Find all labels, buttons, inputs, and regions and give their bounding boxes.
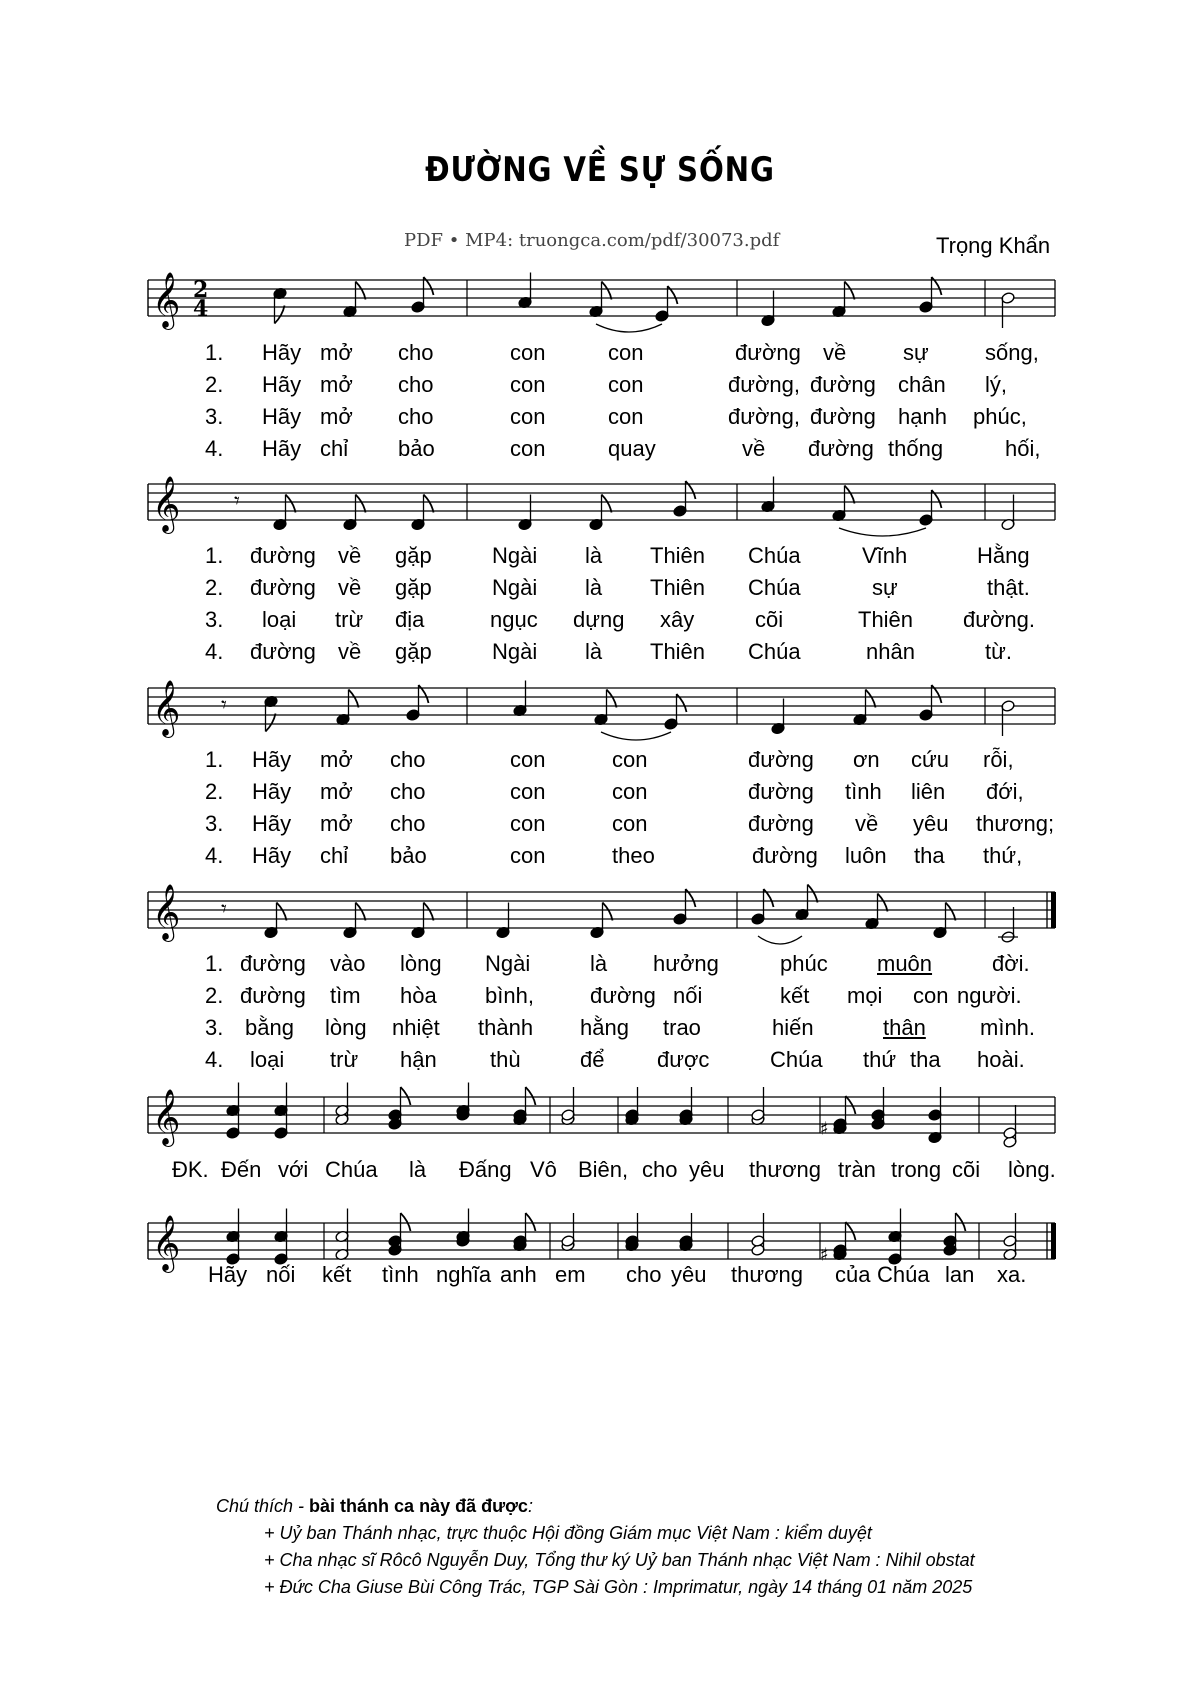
note-flag xyxy=(846,1222,856,1240)
refrain-word: Hãy xyxy=(208,1262,248,1287)
sharp-sign: ♯ xyxy=(820,1118,829,1140)
lyric-word: cho xyxy=(398,340,434,365)
lyric-word: đường xyxy=(748,747,814,772)
lyric-word: Hãy xyxy=(252,843,292,868)
lyric-word: 2. xyxy=(205,575,224,600)
time-signature-top: 2 xyxy=(193,277,209,303)
final-barline xyxy=(1051,1223,1056,1259)
lyric-word: Hãy xyxy=(262,436,302,461)
lyric-word: cho xyxy=(390,779,426,804)
lyric-word: con xyxy=(510,811,546,836)
lyric-word: con xyxy=(612,811,648,836)
lyric-word: đường xyxy=(810,372,876,397)
lyric-word: từ. xyxy=(985,639,1012,664)
lyric-word: 1. xyxy=(205,340,224,365)
refrain-word: của xyxy=(835,1262,871,1287)
slur xyxy=(601,732,671,740)
lyric-word: con xyxy=(510,779,546,804)
lyric-word: loại xyxy=(262,607,297,632)
lyric-word: thù xyxy=(490,1047,521,1072)
lyric-word: Ngài xyxy=(485,951,531,976)
lyric-word: mở xyxy=(320,747,353,772)
refrain-word: Đấng xyxy=(459,1157,512,1182)
note-flag xyxy=(266,714,276,732)
lyric-word: phúc, xyxy=(973,404,1027,429)
lyric-word: 3. xyxy=(205,1015,224,1040)
sharp-sign: ♯ xyxy=(820,1244,829,1266)
lyric-word: phúc xyxy=(780,951,828,976)
lyric-word: đường, xyxy=(728,404,800,429)
refrain-word: Biên, xyxy=(578,1157,629,1182)
lyric-word: mọi xyxy=(847,983,883,1008)
lyric-word: 4. xyxy=(205,843,224,868)
lyric-word: yêu xyxy=(913,811,949,836)
lyric-word: gặp xyxy=(395,639,432,664)
lyric-word: về xyxy=(338,543,362,568)
note-flag xyxy=(845,282,855,300)
composer-name: Trọng Khẩn xyxy=(936,233,1051,258)
lyric-word: về xyxy=(855,811,879,836)
lyric-word: 4. xyxy=(205,436,224,461)
lyric-word: đường xyxy=(250,639,316,664)
note-flag xyxy=(275,306,285,324)
refrain-word: nối xyxy=(266,1262,296,1287)
lyric-word: cõi xyxy=(755,607,784,632)
lyric-word: liên xyxy=(911,779,946,804)
note-flag xyxy=(603,903,613,921)
eighth-rest: 𝄾 xyxy=(234,489,240,514)
lyric-word: quay xyxy=(608,436,656,461)
lyric-word: gặp xyxy=(395,543,432,568)
refrain-word: yêu xyxy=(689,1157,725,1182)
lyric-word: bình, xyxy=(485,983,534,1008)
lyric-word: Chúa xyxy=(748,575,801,600)
lyric-word: sự xyxy=(872,575,898,600)
lyric-word: ơn xyxy=(853,747,880,772)
lyric-word: là xyxy=(585,639,603,664)
note-flag xyxy=(846,1096,856,1114)
lyric-word: đời. xyxy=(992,951,1030,976)
lyric-word: Hãy xyxy=(262,404,302,429)
lyric-word: đường xyxy=(240,983,306,1008)
refrain-word: cho xyxy=(642,1157,678,1182)
refrain-word: cõi xyxy=(952,1157,981,1182)
lyric-word: chỉ xyxy=(320,843,349,868)
refrain-word: trong xyxy=(891,1157,942,1182)
refrain-word: nghĩa xyxy=(436,1262,492,1287)
lyric-word: Ngài xyxy=(492,575,538,600)
treble-clef: 𝄞 xyxy=(152,680,181,736)
refrain-word: Đến xyxy=(221,1157,262,1182)
note-flag xyxy=(424,903,434,921)
lyric-word: đường xyxy=(808,436,874,461)
lyric-word: con xyxy=(608,340,644,365)
lyric-word: xây xyxy=(660,607,695,632)
lyric-word: Hãy xyxy=(252,747,292,772)
treble-clef: 𝄞 xyxy=(152,476,181,532)
footnote-line: + Đức Cha Giuse Bùi Công Trác, TGP Sài Gòn : Imprimatur, ngày 14 tháng 01 năm 2025 xyxy=(264,1577,973,1597)
lyric-word: Thiên xyxy=(650,575,706,600)
lyric-word: bảo xyxy=(398,436,435,461)
lyric-word: tìm xyxy=(330,983,361,1008)
lyric-word: cho xyxy=(390,747,426,772)
lyric-word: sống, xyxy=(985,340,1039,365)
lyric-word: con xyxy=(510,372,546,397)
lyric-word: cho xyxy=(398,372,434,397)
lyric-word: đường xyxy=(590,983,656,1008)
note-flag xyxy=(607,690,617,708)
lyric-word: Hằng xyxy=(977,543,1030,568)
refrain-word: xa. xyxy=(997,1262,1027,1287)
lyric-word: đường xyxy=(250,575,316,600)
lyric-word: hòa xyxy=(400,983,437,1008)
lyric-word: hưởng xyxy=(653,951,719,976)
lyric-word: về xyxy=(742,436,766,461)
lyric-word: sự xyxy=(903,340,929,365)
lyric-word: con xyxy=(612,779,648,804)
lyric-word: 4. xyxy=(205,1047,224,1072)
treble-clef: 𝄞 xyxy=(152,1089,181,1145)
lyric-word: thống xyxy=(888,436,944,461)
note-flag xyxy=(526,1087,536,1105)
refrain-word: là xyxy=(409,1157,427,1182)
refrain-word: Chúa xyxy=(325,1157,378,1182)
lyric-word: địa xyxy=(395,607,425,632)
lyric-word: luôn xyxy=(845,843,887,868)
treble-clef: 𝄞 xyxy=(152,884,181,940)
lyric-word: nhiệt xyxy=(392,1015,440,1040)
lyric-word: Ngài xyxy=(492,639,538,664)
lyric-word: hận xyxy=(400,1047,437,1072)
lyric-word: con xyxy=(510,436,546,461)
lyric-word: đường xyxy=(735,340,801,365)
note-flag xyxy=(526,1213,536,1231)
lyric-word: Hãy xyxy=(252,811,292,836)
lyric-word: con xyxy=(913,983,949,1008)
lyric-word: 2. xyxy=(205,983,224,1008)
slur xyxy=(596,324,662,332)
lyric-word: con xyxy=(510,340,546,365)
note-flag xyxy=(401,1213,411,1231)
song-title: ĐƯỜNG VỀ SỰ SỐNG xyxy=(425,150,775,190)
lyric-word: mình. xyxy=(980,1015,1036,1040)
lyric-word: lòng xyxy=(400,951,442,976)
lyric-word: đường xyxy=(240,951,306,976)
lyric-word: Chúa xyxy=(748,639,801,664)
lyric-word: đường xyxy=(748,811,814,836)
lyric-word: được xyxy=(657,1047,710,1072)
lyric-word: tha xyxy=(910,1047,941,1072)
lyric-word: trao xyxy=(663,1015,701,1040)
footnote-lead-bold: bài thánh ca này đã được xyxy=(309,1496,528,1516)
lyric-word: đới, xyxy=(986,779,1024,804)
note-flag xyxy=(602,495,612,513)
final-barline xyxy=(1051,892,1056,928)
lyric-word: con xyxy=(510,843,546,868)
note-flag xyxy=(277,903,287,921)
lyric-word: bằng xyxy=(245,1015,294,1040)
note-flag xyxy=(356,282,366,300)
lyric-word: cứu xyxy=(911,747,949,772)
time-signature-bottom: 4 xyxy=(193,296,209,322)
note-flag xyxy=(808,885,818,903)
lyric-word: đường, xyxy=(728,372,800,397)
lyric-word: trừ xyxy=(330,1047,359,1072)
refrain-word: tình xyxy=(382,1262,419,1287)
lyric-word: nhân xyxy=(866,639,915,664)
lyric-word: lòng xyxy=(325,1015,367,1040)
lyric-word: 1. xyxy=(205,543,224,568)
lyric-word: hạnh xyxy=(898,404,947,429)
lyric-word: 4. xyxy=(205,639,224,664)
lyric-word: con xyxy=(510,404,546,429)
lyric-word: 2. xyxy=(205,779,224,804)
lyric-word: là xyxy=(585,575,603,600)
lyric-word: hối, xyxy=(1005,436,1041,461)
note-flag xyxy=(356,495,366,513)
note-flag xyxy=(866,690,876,708)
lyric-word: Thiên xyxy=(650,543,706,568)
lyric-word: lý, xyxy=(985,372,1007,397)
lyric-word: Thiên xyxy=(858,607,914,632)
refrain-word: em xyxy=(555,1262,586,1287)
lyric-word: mở xyxy=(320,404,353,429)
lyric-word: chỉ xyxy=(320,436,349,461)
lyric-word: 3. xyxy=(205,404,224,429)
lyric-word: mở xyxy=(320,811,353,836)
refrain-word: Vô xyxy=(530,1157,557,1182)
footnote-lead-end: : xyxy=(527,1496,533,1516)
lyric-word: mở xyxy=(320,372,353,397)
treble-clef: 𝄞 xyxy=(152,272,181,328)
lyric-word: đường xyxy=(752,843,818,868)
refrain-word: ĐK. xyxy=(172,1157,209,1182)
lyric-word: kết xyxy=(780,983,810,1008)
lyric-word: người. xyxy=(957,983,1022,1008)
lyric-word: Hãy xyxy=(262,372,302,397)
lyric-word: thật. xyxy=(987,575,1030,600)
note-flag xyxy=(845,486,855,504)
lyric-word: Hãy xyxy=(252,779,292,804)
lyric-word: chân xyxy=(898,372,946,397)
refrain-word: lan xyxy=(945,1262,975,1287)
lyric-word: đường xyxy=(748,779,814,804)
lyric-word: 1. xyxy=(205,951,224,976)
footnote-line: + Uỷ ban Thánh nhạc, trực thuộc Hội đồng Giám mục Việt Nam : kiểm duyệt xyxy=(264,1523,872,1543)
lyric-word: vào xyxy=(330,951,366,976)
eighth-rest: 𝄾 xyxy=(221,897,227,922)
note-flag xyxy=(956,1213,966,1231)
lyric-word: 2. xyxy=(205,372,224,397)
note-flag xyxy=(286,495,296,513)
footnote xyxy=(216,1493,975,1601)
lyric-word: tha xyxy=(914,843,945,868)
lyric-word: 1. xyxy=(205,747,224,772)
lyric-word: đường xyxy=(250,543,316,568)
lyric-word: theo xyxy=(612,843,655,868)
lyric-word: để xyxy=(580,1047,605,1072)
lyric-word: con xyxy=(510,747,546,772)
lyric-word: con xyxy=(612,747,648,772)
refrain-word: Chúa xyxy=(877,1262,930,1287)
lyric-word: là xyxy=(585,543,603,568)
refrain-word: yêu xyxy=(671,1262,707,1287)
lyric-word: thương; xyxy=(976,811,1055,836)
note-flag xyxy=(602,282,612,300)
lyric-word: hoài. xyxy=(977,1047,1025,1072)
note-flag xyxy=(946,903,956,921)
lyric-word: nối xyxy=(673,983,703,1008)
lyric-word: ngục xyxy=(490,607,538,632)
lyric-word: loại xyxy=(250,1047,285,1072)
lyric-word: Chúa xyxy=(770,1047,823,1072)
refrain-word: anh xyxy=(500,1262,537,1287)
lyric-word: dựng xyxy=(573,607,625,632)
lyric-word: muôn xyxy=(877,951,933,976)
refrain-word: với xyxy=(278,1157,309,1182)
lyric-word: rỗi, xyxy=(983,747,1014,772)
lyric-word: mở xyxy=(320,779,353,804)
lyric-word: đường. xyxy=(963,607,1035,632)
lyric-word: Vĩnh xyxy=(862,543,908,568)
note-flag xyxy=(349,690,359,708)
lyric-word: thứ xyxy=(863,1047,897,1072)
lyric-word: về xyxy=(338,575,362,600)
treble-clef: 𝄞 xyxy=(152,1215,181,1271)
lyric-word: là xyxy=(590,951,608,976)
lyric-word: cho xyxy=(390,811,426,836)
lyric-word: 3. xyxy=(205,607,224,632)
note-flag xyxy=(424,495,434,513)
lyric-word: 3. xyxy=(205,811,224,836)
refrain-word: kết xyxy=(322,1262,352,1287)
lyric-word: hiến xyxy=(772,1015,814,1040)
refrain-word: lòng. xyxy=(1008,1157,1056,1182)
lyric-word: Ngài xyxy=(492,543,538,568)
lyric-word: hằng xyxy=(580,1015,629,1040)
lyric-word: thành xyxy=(478,1015,534,1040)
lyric-word: con xyxy=(608,372,644,397)
slur xyxy=(839,528,926,536)
refrain-word: cho xyxy=(626,1262,662,1287)
lyric-word: đường xyxy=(810,404,876,429)
lyric-word: thân xyxy=(883,1015,926,1040)
note-flag xyxy=(401,1087,411,1105)
refrain-word: thương xyxy=(749,1157,821,1182)
lyric-word: về xyxy=(338,639,362,664)
footnote-line: + Cha nhạc sĩ Rôcô Nguyễn Duy, Tổng thư ký Uỷ ban Thánh nhạc Việt Nam : Nihil obstat xyxy=(264,1550,975,1570)
lyric-word: tình xyxy=(845,779,882,804)
footnote-lead: Chú thích - xyxy=(216,1496,310,1516)
lyric-word: Thiên xyxy=(650,639,706,664)
refrain-word: tràn xyxy=(838,1157,876,1182)
lyric-word: cho xyxy=(398,404,434,429)
lyric-word: Hãy xyxy=(262,340,302,365)
refrain-word: thương xyxy=(731,1262,803,1287)
slur xyxy=(758,936,802,944)
lyric-word: Chúa xyxy=(748,543,801,568)
source-link[interactable]: PDF • MP4: truongca.com/pdf/30073.pdf xyxy=(404,230,780,251)
lyric-word: mở xyxy=(320,340,353,365)
lyric-word: thứ, xyxy=(983,843,1023,868)
lyric-word: gặp xyxy=(395,575,432,600)
note-flag xyxy=(356,903,366,921)
lyric-word: bảo xyxy=(390,843,427,868)
lyric-word: con xyxy=(608,404,644,429)
lyric-word: về xyxy=(823,340,847,365)
eighth-rest: 𝄾 xyxy=(221,693,227,718)
note-flag xyxy=(878,894,888,912)
lyric-word: trừ xyxy=(335,607,364,632)
